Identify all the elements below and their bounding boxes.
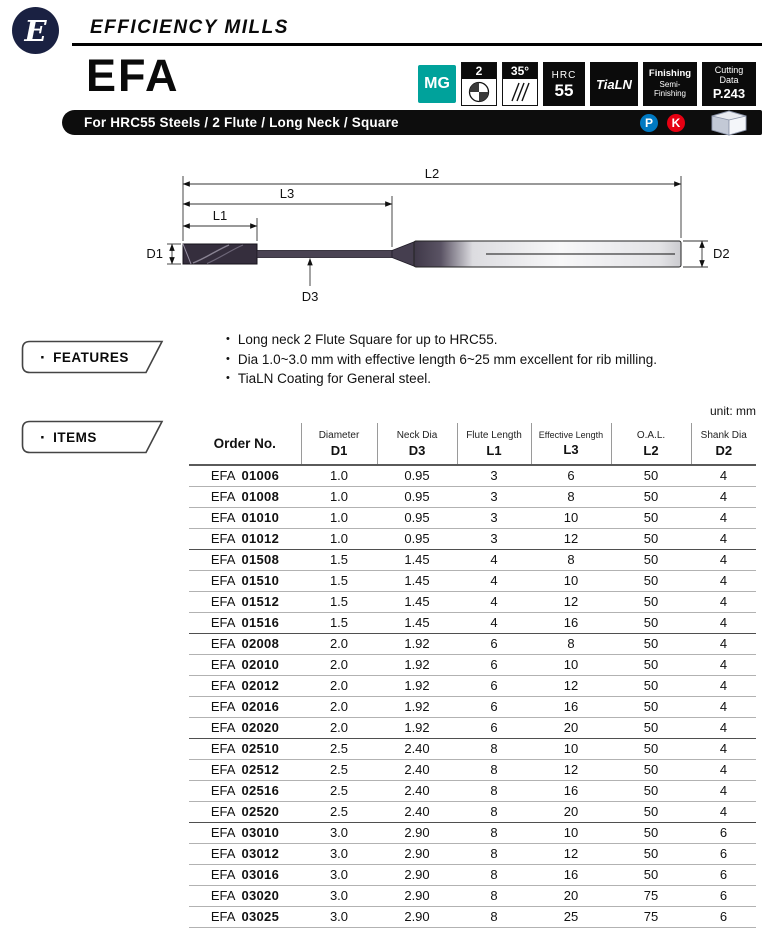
- flute-length-cell: 3: [457, 529, 531, 550]
- steel-p-badge: P: [640, 114, 658, 132]
- diameter-cell: 3.0: [301, 886, 377, 907]
- order-no-cell: [189, 844, 301, 865]
- flute-length-cell: 6: [457, 634, 531, 655]
- order-code: 01516: [241, 615, 280, 630]
- shank-dia-cell: 4: [691, 739, 756, 760]
- shank-dia-cell: 4: [691, 592, 756, 613]
- oal-cell: 50: [611, 802, 691, 823]
- order-prefix: EFA: [210, 720, 236, 735]
- order-prefix: EFA: [210, 867, 236, 882]
- diameter-cell: 2.5: [301, 760, 377, 781]
- oal-cell: 50: [611, 676, 691, 697]
- bullet-icon: ·: [40, 427, 47, 447]
- diameter-cell: 1.5: [301, 571, 377, 592]
- order-no-cell: [189, 508, 301, 529]
- order-no-cell: [189, 529, 301, 550]
- finishing-badge: [643, 62, 697, 106]
- neck-dia-cell: 1.92: [377, 655, 457, 676]
- col-header-effective-length: Effective Length L3: [531, 423, 611, 465]
- end-mill-illustration: [183, 241, 681, 267]
- features-label-text: FEATURES: [53, 349, 129, 365]
- list-item: [226, 330, 756, 350]
- order-code: 02010: [241, 657, 280, 672]
- table-row: [189, 634, 756, 655]
- table-row: [189, 760, 756, 781]
- oal-cell: 50: [611, 508, 691, 529]
- table-row: [189, 571, 756, 592]
- items-tab-label: [40, 420, 97, 454]
- cutting-data-badge: [702, 62, 756, 106]
- neck-dia-cell: 0.95: [377, 508, 457, 529]
- order-code: 02510: [241, 741, 280, 756]
- order-code: 03016: [241, 867, 280, 882]
- flute-length-cell: 4: [457, 592, 531, 613]
- order-no-cell: [189, 739, 301, 760]
- table-row: [189, 718, 756, 739]
- order-code: 02020: [241, 720, 280, 735]
- subtitle-bar-right: [640, 109, 750, 136]
- hardness-badge: [543, 62, 585, 106]
- shank-dia-cell: 4: [691, 550, 756, 571]
- shank-dia-cell: 6: [691, 907, 756, 928]
- items-table-wrap: [189, 423, 756, 928]
- series-letter-badge: [12, 7, 59, 54]
- flute-length-cell: 8: [457, 802, 531, 823]
- shank-dia-cell: 4: [691, 634, 756, 655]
- oal-cell: 50: [611, 760, 691, 781]
- order-code: 03025: [241, 909, 280, 924]
- order-prefix: EFA: [210, 804, 236, 819]
- oal-cell: 50: [611, 571, 691, 592]
- effective-length-cell: 10: [531, 823, 611, 844]
- order-code: 01508: [241, 552, 280, 567]
- effective-length-cell: 16: [531, 865, 611, 886]
- order-code: 02512: [241, 762, 280, 777]
- shank-dia-cell: 4: [691, 655, 756, 676]
- flute-length-cell: 4: [457, 613, 531, 634]
- shank-dia-cell: 4: [691, 571, 756, 592]
- effective-length-cell: 10: [531, 571, 611, 592]
- diameter-cell: 1.0: [301, 508, 377, 529]
- order-no-cell: [189, 676, 301, 697]
- bullet-icon: •: [226, 333, 230, 345]
- diameter-cell: 1.0: [301, 465, 377, 487]
- order-prefix: EFA: [210, 510, 236, 525]
- flute-length-cell: 3: [457, 487, 531, 508]
- order-no-cell: [189, 907, 301, 928]
- shank-dia-cell: 4: [691, 487, 756, 508]
- bullet-icon: •: [226, 372, 230, 384]
- steel-k-badge: K: [667, 114, 685, 132]
- flute-length-cell: 8: [457, 760, 531, 781]
- shank-dia-cell: 4: [691, 465, 756, 487]
- neck-dia-cell: 1.92: [377, 697, 457, 718]
- order-no-cell: [189, 865, 301, 886]
- order-prefix: EFA: [210, 594, 236, 609]
- list-item: [226, 350, 756, 370]
- table-row: [189, 844, 756, 865]
- effective-length-cell: 16: [531, 613, 611, 634]
- order-prefix: EFA: [210, 573, 236, 588]
- neck-dia-cell: 2.40: [377, 802, 457, 823]
- order-prefix: EFA: [210, 489, 236, 504]
- effective-length-cell: 6: [531, 465, 611, 487]
- order-prefix: EFA: [210, 909, 236, 924]
- flute-length-cell: 4: [457, 571, 531, 592]
- order-prefix: EFA: [210, 888, 236, 903]
- order-no-cell: [189, 487, 301, 508]
- hardness-label: HRC: [551, 69, 577, 81]
- oal-cell: 75: [611, 886, 691, 907]
- diameter-cell: 1.5: [301, 592, 377, 613]
- col-header-flute-length: Flute Length L1: [457, 423, 531, 465]
- dim-label-l2: L2: [424, 166, 440, 181]
- oal-cell: 50: [611, 718, 691, 739]
- table-row: [189, 739, 756, 760]
- diameter-cell: 2.0: [301, 697, 377, 718]
- shank-dia-cell: 6: [691, 886, 756, 907]
- order-prefix: EFA: [210, 825, 236, 840]
- order-code: 01006: [241, 468, 280, 483]
- diameter-cell: 1.5: [301, 550, 377, 571]
- table-row: [189, 655, 756, 676]
- table-row: [189, 487, 756, 508]
- order-prefix: EFA: [210, 762, 236, 777]
- flute-length-cell: 8: [457, 886, 531, 907]
- dim-label-d1: D1: [146, 246, 163, 261]
- table-row: [189, 508, 756, 529]
- diameter-cell: 1.5: [301, 613, 377, 634]
- col-header-order-no: Order No.: [189, 423, 301, 465]
- flute-length-cell: 8: [457, 739, 531, 760]
- diameter-cell: 2.5: [301, 739, 377, 760]
- order-no-cell: [189, 802, 301, 823]
- material-grade-badge: MG: [418, 65, 456, 103]
- neck-dia-cell: 1.92: [377, 676, 457, 697]
- order-code: 02516: [241, 783, 280, 798]
- oal-cell: 50: [611, 844, 691, 865]
- list-item: [226, 369, 756, 389]
- items-table-body: [189, 465, 756, 928]
- order-no-cell: [189, 823, 301, 844]
- oal-cell: 50: [611, 613, 691, 634]
- feature-text: Dia 1.0~3.0 mm with effective length 6~25 mm excellent for rib milling.: [237, 351, 658, 367]
- diameter-cell: 3.0: [301, 844, 377, 865]
- features-tab: [20, 340, 172, 374]
- flute-count-value: 2: [462, 63, 496, 79]
- order-no-cell: [189, 760, 301, 781]
- col-header-shank-dia: Shank Dia D2: [691, 423, 756, 465]
- flute-length-cell: 6: [457, 697, 531, 718]
- col-header-neck-dia: Neck Dia D3: [377, 423, 457, 465]
- dim-label-d2: D2: [713, 246, 730, 261]
- diameter-cell: 2.5: [301, 802, 377, 823]
- items-label-text: ITEMS: [53, 429, 97, 445]
- neck-dia-cell: 1.45: [377, 550, 457, 571]
- finishing-line1: Finishing: [648, 68, 692, 80]
- order-no-cell: [189, 634, 301, 655]
- table-row: [189, 886, 756, 907]
- order-code: 02012: [241, 678, 280, 693]
- technical-drawing: [16, 146, 756, 314]
- title-rule: [72, 43, 762, 46]
- shank-dia-cell: 4: [691, 508, 756, 529]
- items-table: [189, 423, 756, 928]
- effective-length-cell: 12: [531, 844, 611, 865]
- effective-length-cell: 12: [531, 529, 611, 550]
- order-code: 02520: [241, 804, 280, 819]
- flute-length-cell: 8: [457, 823, 531, 844]
- neck-dia-cell: 2.90: [377, 823, 457, 844]
- features-tab-label: [40, 340, 129, 374]
- table-row: [189, 676, 756, 697]
- order-code: 02008: [241, 636, 280, 651]
- neck-dia-cell: 2.90: [377, 886, 457, 907]
- shank-dia-cell: 4: [691, 718, 756, 739]
- oal-cell: 75: [611, 907, 691, 928]
- table-row: [189, 802, 756, 823]
- table-row: [189, 781, 756, 802]
- diameter-cell: 3.0: [301, 907, 377, 928]
- table-row: [189, 613, 756, 634]
- oal-cell: 50: [611, 550, 691, 571]
- effective-length-cell: 25: [531, 907, 611, 928]
- effective-length-cell: 16: [531, 697, 611, 718]
- catalog-book-icon: [708, 109, 750, 136]
- shank-dia-cell: 4: [691, 781, 756, 802]
- oal-cell: 50: [611, 529, 691, 550]
- table-row: [189, 592, 756, 613]
- table-row: [189, 550, 756, 571]
- oal-cell: 50: [611, 634, 691, 655]
- oal-cell: 50: [611, 592, 691, 613]
- unit-note: unit: mm: [709, 404, 756, 418]
- order-no-cell: [189, 655, 301, 676]
- table-row: [189, 823, 756, 844]
- neck-dia-cell: 0.95: [377, 529, 457, 550]
- effective-length-cell: 8: [531, 550, 611, 571]
- order-code: 01012: [241, 531, 280, 546]
- dim-label-l3: L3: [279, 186, 295, 201]
- flute-length-cell: 6: [457, 676, 531, 697]
- effective-length-cell: 8: [531, 487, 611, 508]
- flute-length-cell: 8: [457, 844, 531, 865]
- order-code: 01512: [241, 594, 280, 609]
- order-no-cell: [189, 613, 301, 634]
- diameter-cell: 3.0: [301, 823, 377, 844]
- dim-label-l1: L1: [212, 208, 228, 223]
- finishing-line3: Finishing: [653, 89, 686, 99]
- cutting-data-line1: Cutting: [714, 65, 744, 76]
- order-prefix: EFA: [210, 678, 236, 693]
- order-code: 03012: [241, 846, 280, 861]
- oal-cell: 50: [611, 465, 691, 487]
- order-prefix: EFA: [210, 783, 236, 798]
- flute-length-cell: 6: [457, 718, 531, 739]
- effective-length-cell: 10: [531, 508, 611, 529]
- dimension-lines: [167, 176, 708, 286]
- cutting-data-line2: Data: [719, 75, 739, 86]
- diameter-cell: 2.0: [301, 634, 377, 655]
- table-row: [189, 529, 756, 550]
- order-no-cell: [189, 697, 301, 718]
- diameter-cell: 3.0: [301, 865, 377, 886]
- neck-dia-cell: 1.92: [377, 718, 457, 739]
- shank-dia-cell: 6: [691, 865, 756, 886]
- order-no-cell: [189, 781, 301, 802]
- order-prefix: EFA: [210, 699, 236, 714]
- items-tab: [20, 420, 172, 454]
- neck-dia-cell: 1.45: [377, 613, 457, 634]
- order-prefix: EFA: [210, 846, 236, 861]
- neck-dia-cell: 2.40: [377, 760, 457, 781]
- order-no-cell: [189, 592, 301, 613]
- effective-length-cell: 12: [531, 760, 611, 781]
- col-header-oal: O.A.L. L2: [611, 423, 691, 465]
- flute-cross-section-icon: [462, 79, 496, 105]
- neck-dia-cell: 0.95: [377, 465, 457, 487]
- diameter-cell: 2.0: [301, 718, 377, 739]
- order-code: 01010: [241, 510, 280, 525]
- oal-cell: 50: [611, 865, 691, 886]
- shank-dia-cell: 4: [691, 676, 756, 697]
- order-no-cell: [189, 465, 301, 487]
- order-prefix: EFA: [210, 468, 236, 483]
- neck-dia-cell: 2.90: [377, 865, 457, 886]
- flute-length-cell: 4: [457, 550, 531, 571]
- diameter-cell: 2.0: [301, 676, 377, 697]
- effective-length-cell: 20: [531, 802, 611, 823]
- neck-dia-cell: 1.45: [377, 571, 457, 592]
- coating-name: TiaLN: [596, 76, 632, 92]
- page-title: EFA: [86, 50, 180, 101]
- oal-cell: 50: [611, 655, 691, 676]
- shank-dia-cell: 6: [691, 844, 756, 865]
- features-list: [226, 330, 756, 389]
- order-no-cell: [189, 718, 301, 739]
- shank-dia-cell: 6: [691, 823, 756, 844]
- coating-badge: [590, 62, 638, 106]
- spec-badges-row: [418, 62, 756, 106]
- bullet-icon: ·: [40, 347, 47, 367]
- table-row: [189, 465, 756, 487]
- order-code: 01510: [241, 573, 280, 588]
- order-code: 03010: [241, 825, 280, 840]
- flute-length-cell: 8: [457, 907, 531, 928]
- effective-length-cell: 10: [531, 655, 611, 676]
- oal-cell: 50: [611, 697, 691, 718]
- effective-length-cell: 20: [531, 718, 611, 739]
- subtitle-bar: [62, 110, 762, 135]
- finishing-line2: Semi-: [659, 80, 681, 90]
- helix-angle-badge: [502, 62, 538, 106]
- neck-dia-cell: 2.40: [377, 781, 457, 802]
- table-row: [189, 865, 756, 886]
- dim-label-d3: D3: [301, 289, 319, 304]
- diameter-cell: 2.5: [301, 781, 377, 802]
- table-row: [189, 907, 756, 928]
- bullet-icon: •: [226, 352, 230, 365]
- shank-dia-cell: 4: [691, 760, 756, 781]
- shank-dia-cell: 4: [691, 529, 756, 550]
- diameter-cell: 2.0: [301, 655, 377, 676]
- flute-count-badge: [461, 62, 497, 106]
- effective-length-cell: 12: [531, 592, 611, 613]
- helix-angle-icon: [503, 79, 537, 105]
- helix-angle-value: 35°: [503, 63, 537, 79]
- order-prefix: EFA: [210, 531, 236, 546]
- cutting-data-page: P.243: [712, 86, 746, 102]
- order-prefix: EFA: [210, 741, 236, 756]
- diameter-cell: 1.0: [301, 487, 377, 508]
- hardness-value: 55: [554, 80, 574, 100]
- flute-length-cell: 3: [457, 465, 531, 487]
- order-no-cell: [189, 571, 301, 592]
- order-prefix: EFA: [210, 615, 236, 630]
- shank-dia-cell: 4: [691, 802, 756, 823]
- oal-cell: 50: [611, 739, 691, 760]
- feature-text: TiaLN Coating for General steel.: [237, 371, 431, 386]
- oal-cell: 50: [611, 781, 691, 802]
- flute-length-cell: 8: [457, 781, 531, 802]
- order-no-cell: [189, 550, 301, 571]
- table-row: [189, 697, 756, 718]
- subtitle-text: For HRC55 Steels / 2 Flute / Long Neck / Square: [84, 115, 399, 130]
- col-header-diameter: Diameter D1: [301, 423, 377, 465]
- shank-dia-cell: 4: [691, 697, 756, 718]
- order-prefix: EFA: [210, 552, 236, 567]
- order-code: 03020: [241, 888, 280, 903]
- oal-cell: 50: [611, 823, 691, 844]
- items-table-header: [189, 423, 756, 465]
- effective-length-cell: 10: [531, 739, 611, 760]
- flute-length-cell: 6: [457, 655, 531, 676]
- order-code: 02016: [241, 699, 280, 714]
- shank-dia-cell: 4: [691, 613, 756, 634]
- order-prefix: EFA: [210, 636, 236, 651]
- oal-cell: 50: [611, 487, 691, 508]
- flute-length-cell: 3: [457, 508, 531, 529]
- category-title: EFFICIENCY MILLS: [90, 17, 289, 38]
- effective-length-cell: 16: [531, 781, 611, 802]
- neck-dia-cell: 0.95: [377, 487, 457, 508]
- effective-length-cell: 8: [531, 634, 611, 655]
- flute-length-cell: 8: [457, 865, 531, 886]
- neck-dia-cell: 2.90: [377, 907, 457, 928]
- neck-dia-cell: 1.45: [377, 592, 457, 613]
- series-letter: E: [24, 13, 47, 48]
- order-prefix: EFA: [210, 657, 236, 672]
- order-no-cell: [189, 886, 301, 907]
- neck-dia-cell: 2.90: [377, 844, 457, 865]
- effective-length-cell: 12: [531, 676, 611, 697]
- effective-length-cell: 20: [531, 886, 611, 907]
- feature-text: Long neck 2 Flute Square for up to HRC55.: [237, 332, 498, 347]
- diameter-cell: 1.0: [301, 529, 377, 550]
- neck-dia-cell: 2.40: [377, 739, 457, 760]
- order-code: 01008: [241, 489, 280, 504]
- neck-dia-cell: 1.92: [377, 634, 457, 655]
